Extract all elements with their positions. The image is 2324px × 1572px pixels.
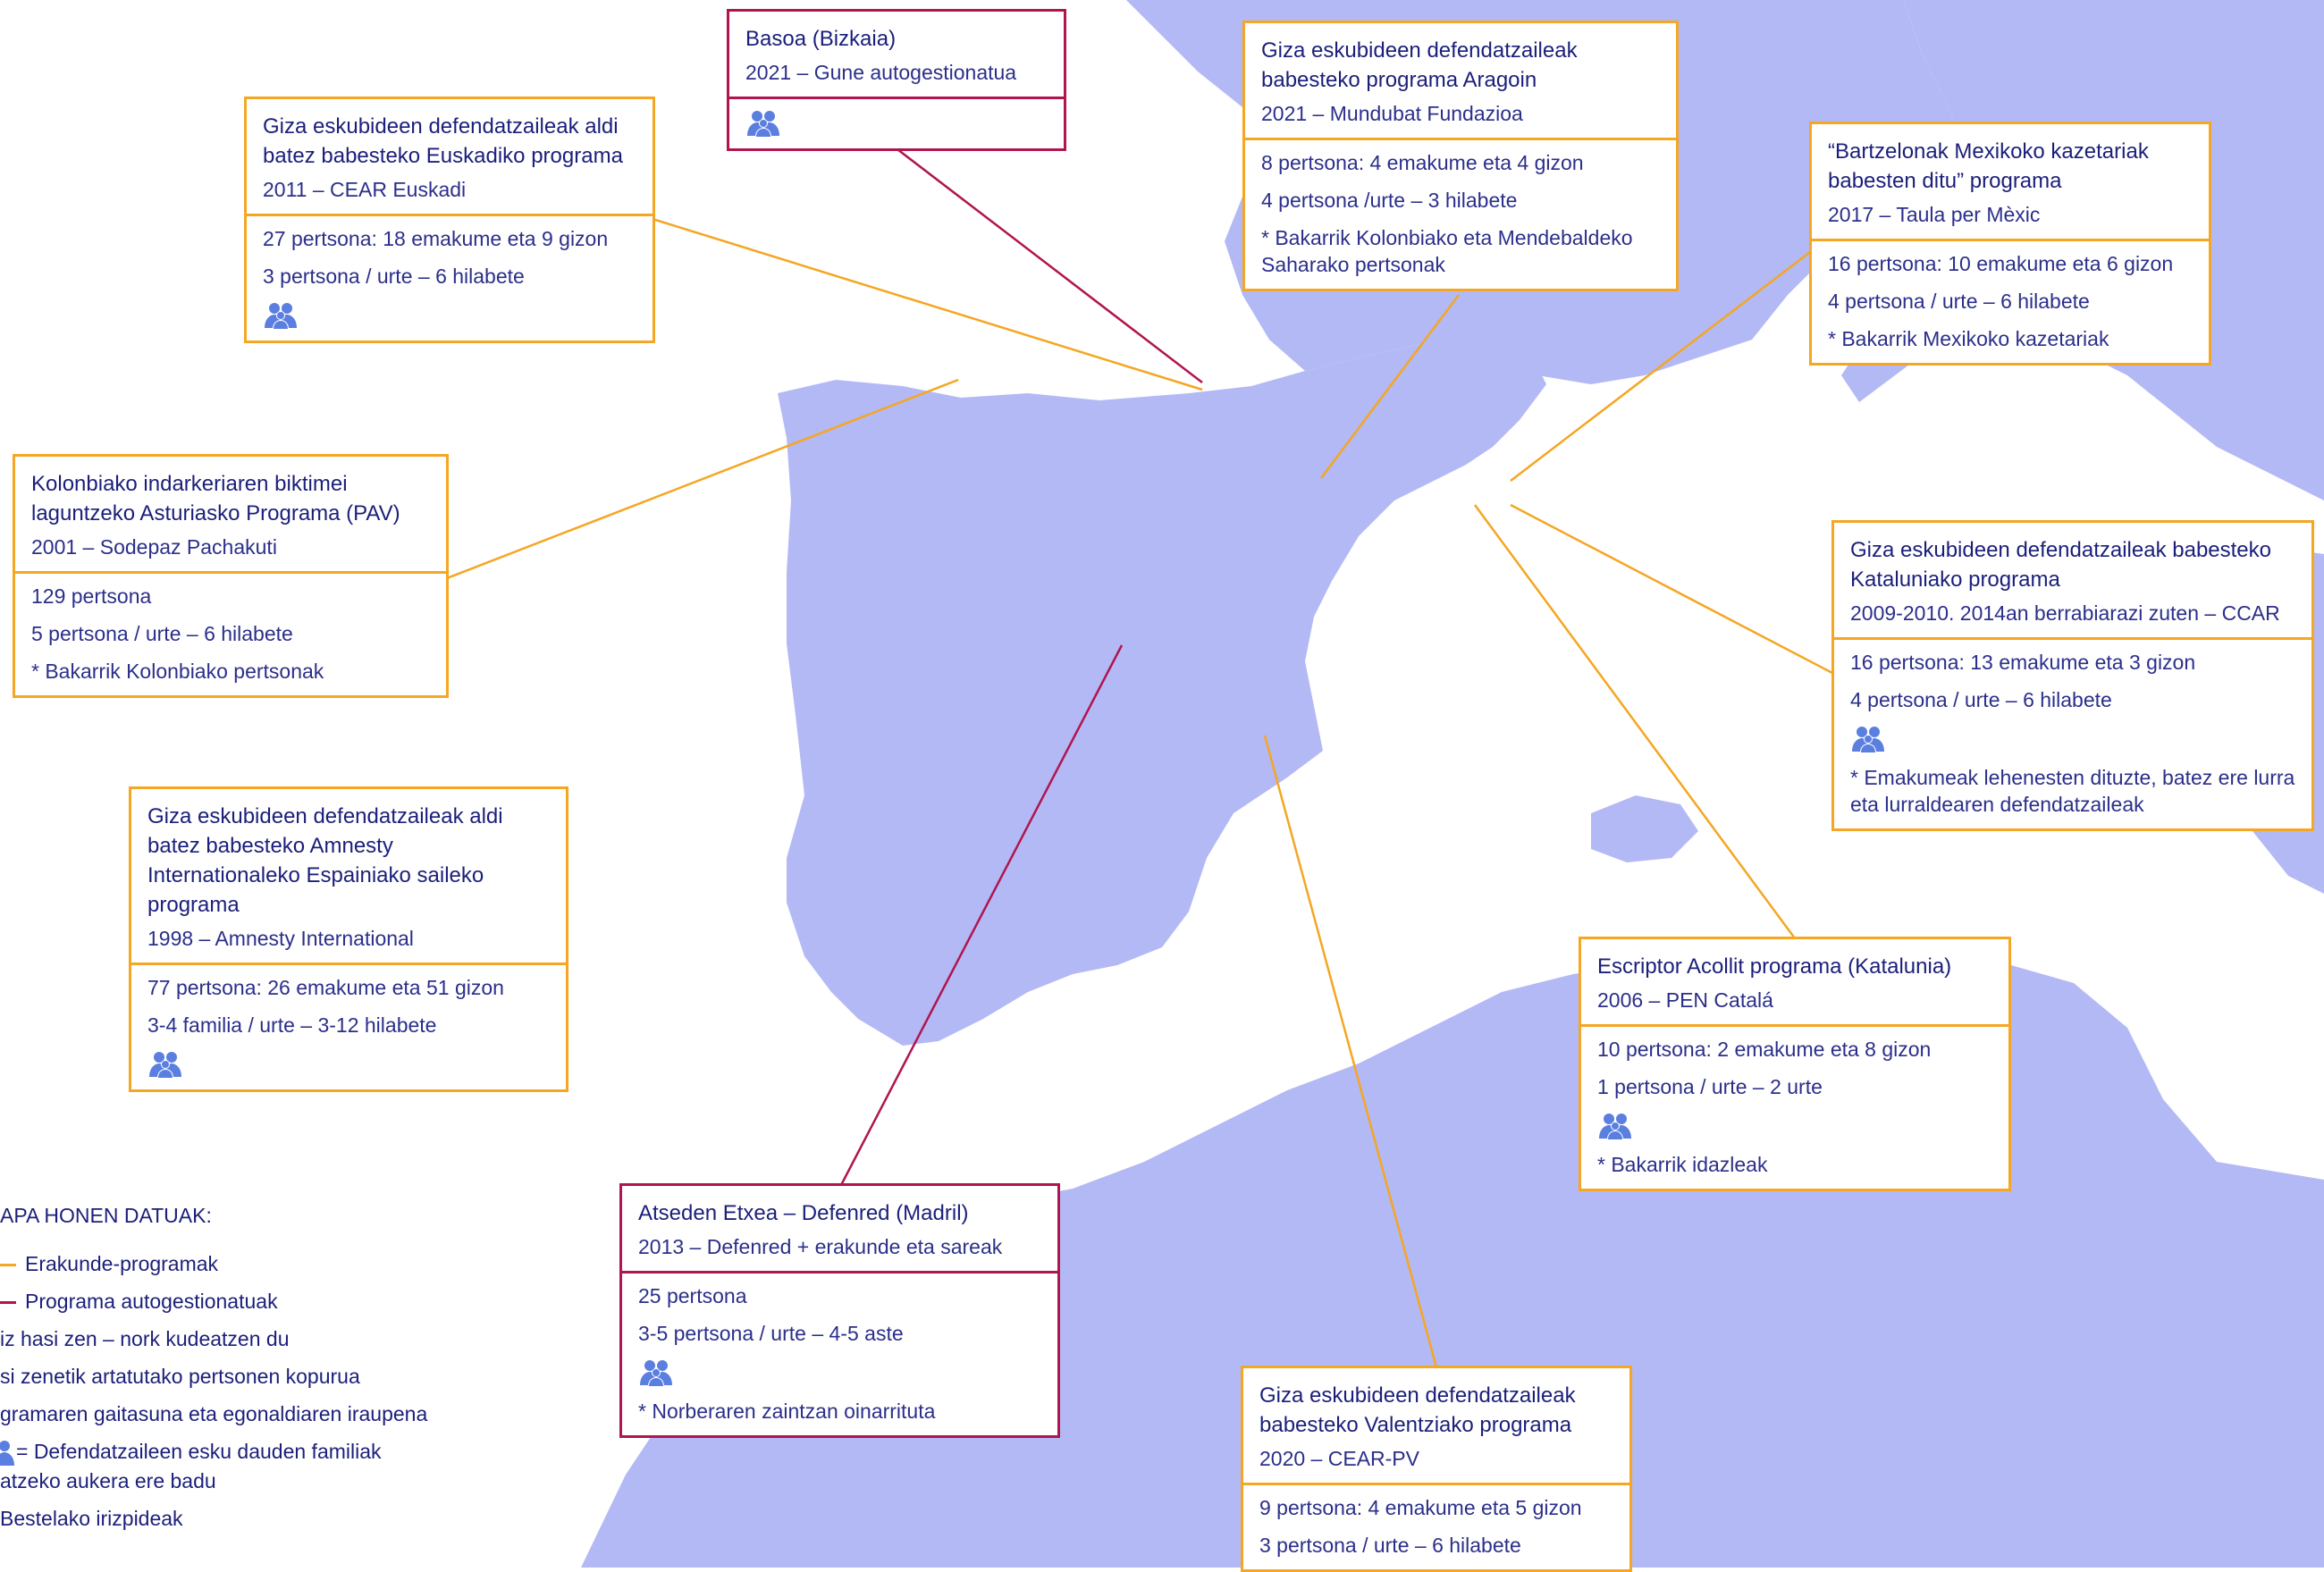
legend-item-institutional: Erakunde-programak [0,1250,501,1277]
legend-swatch-self-managed [0,1301,16,1304]
family-icon-row [263,300,636,330]
map-legend [0,1202,501,1543]
program-note: * Bakarrik Kolonbiako pertsonak [31,660,324,683]
legend-item-self-managed: Programa autogestionatuak [0,1288,501,1315]
program-detail-row: 3 pertsona / urte – 6 hilabete [1259,1534,1521,1557]
program-meta: 2006 – PEN Catalá [1597,988,1773,1012]
program-detail-row: 77 pertsona: 26 emakume eta 51 gizon [147,976,504,999]
program-title: Giza eskubideen defendatzaileak babesteko programa Aragoin [1261,38,1578,92]
program-detail-row: 3 pertsona / urte – 6 hilabete [263,265,525,288]
program-detail-row: 4 pertsona / urte – 6 hilabete [1828,290,2090,313]
program-note: * Emakumeak lehenesten dituzte, batez ere lurra eta lurraldearen defendatzaileak [1850,765,2295,816]
legend-line-4: = Defendatzaileen esku dauden familiak [0,1438,501,1467]
program-detail-row: 4 pertsona / urte – 6 hilabete [1850,688,2112,711]
family-icon-row [147,1049,550,1079]
legend-line-2: si zenetik artatutako pertsonen kopurua [0,1365,360,1388]
program-detail-row: 129 pertsona [31,584,152,608]
program-meta: 2020 – CEAR-PV [1259,1447,1419,1470]
people-group-icon [1850,725,1886,753]
program-meta: 1998 – Amnesty International [147,927,414,950]
program-note: * Norberaren zaintzan oinarrituta [638,1399,936,1423]
program-note: * Bakarrik Kolonbiako eta Mendebaldeko Saharako pertsonak [1261,226,1633,276]
family-icon-row [1597,1111,1992,1140]
program-title: Giza eskubideen defendatzaileak babesteko Valentziako programa [1259,1383,1576,1437]
family-icon-row [638,1358,1041,1387]
family-icon-row [745,108,1048,138]
program-detail-row: 4 pertsona /urte – 3 hilabete [1261,189,1518,212]
program-meta: 2017 – Taula per Mèxic [1828,203,2041,226]
program-details [131,963,566,1089]
people-group-icon [745,109,781,138]
program-detail-row: 5 pertsona / urte – 6 hilabete [31,622,293,645]
people-group-icon [638,1358,674,1387]
program-card-asturias [13,454,449,698]
program-card-katalunia [1831,520,2314,831]
program-card-euskadi [244,97,655,343]
program-detail-row: 1 pertsona / urte – 2 urte [1597,1075,1823,1098]
legend-heading: APA HONEN DATUAK: [0,1204,212,1227]
legend-line-5: Bestelako irizpideak [0,1506,183,1530]
program-card-escriptor [1579,937,2011,1191]
people-group-icon [0,1439,16,1467]
program-detail-row: 9 pertsona: 4 emakume eta 5 gizon [1259,1496,1582,1519]
program-title: Giza eskubideen defendatzaileak babesteko Kataluniako programa [1850,538,2271,592]
program-meta: 2013 – Defenred + erakunde eta sareak [638,1235,1003,1258]
program-meta: 2021 – Mundubat Fundazioa [1261,102,1523,125]
program-detail-row: 8 pertsona: 4 emakume eta 4 gizon [1261,151,1584,174]
program-detail-row: 3-4 familia / urte – 3-12 hilabete [147,1013,437,1037]
program-detail-row: 16 pertsona: 13 emakume eta 3 gizon [1850,651,2196,674]
program-details [729,97,1064,148]
program-detail-row: 10 pertsona: 2 emakume eta 8 gizon [1597,1038,1932,1061]
program-title: Giza eskubideen defendatzaileak aldi batez babesteko Euskadiko programa [263,114,623,168]
program-details [1243,1483,1629,1569]
program-detail-row: 16 pertsona: 10 emakume eta 6 gizon [1828,252,2174,275]
legend-line-3: gramaren gaitasuna eta egonaldiaren iraupena [0,1402,428,1425]
program-details [15,571,446,695]
program-details [1581,1024,2008,1189]
program-details [247,214,653,340]
program-details [1834,637,2311,828]
program-card-atseden [619,1183,1060,1438]
program-detail-row: 25 pertsona [638,1284,747,1307]
program-card-basoa [727,9,1066,151]
people-group-icon [147,1050,183,1079]
family-icon-row [1850,724,2295,753]
program-detail-row: 3-5 pertsona / urte – 4-5 aste [638,1322,904,1345]
program-meta: 2001 – Sodepaz Pachakuti [31,535,277,559]
program-meta: 2009-2010. 2014an berrabiarazi zuten – CCAR [1850,601,2280,625]
program-card-amnesty [129,786,568,1092]
program-card-bartzelona [1809,122,2211,366]
legend-line-4b: atzeko aukera ere badu [0,1468,216,1492]
program-card-valentzia [1241,1366,1632,1572]
program-note: * Bakarrik idazleak [1597,1152,1768,1176]
program-title: Escriptor Acollit programa (Katalunia) [1597,954,1952,979]
program-details [1245,138,1676,289]
people-group-icon [263,301,299,330]
people-group-icon [1597,1112,1633,1140]
program-meta: 2011 – CEAR Euskadi [263,178,467,201]
legend-swatch-institutional [0,1264,16,1266]
program-title: Basoa (Bizkaia) [745,27,897,51]
program-detail-row: 27 pertsona: 18 emakume eta 9 gizon [263,227,609,250]
program-details [622,1271,1057,1435]
program-note: * Bakarrik Mexikoko kazetariak [1828,327,2109,350]
legend-line-1: iz hasi zen – nork kudeatzen du [0,1327,290,1350]
program-details [1812,239,2209,363]
program-title: Giza eskubideen defendatzaileak aldi batez babesteko Amnesty Internationaleko Espainiako saileko programa [147,804,503,917]
program-title: “Bartzelonak Mexikoko kazetariak babesten ditu” programa [1828,139,2149,193]
program-title: Atseden Etxea – Defenred (Madril) [638,1201,969,1225]
program-card-aragoi [1242,21,1679,291]
program-meta: 2021 – Gune autogestionatua [745,61,1017,84]
program-title: Kolonbiako indarkeriaren biktimei laguntzeko Asturiasko Programa (PAV) [31,472,400,525]
